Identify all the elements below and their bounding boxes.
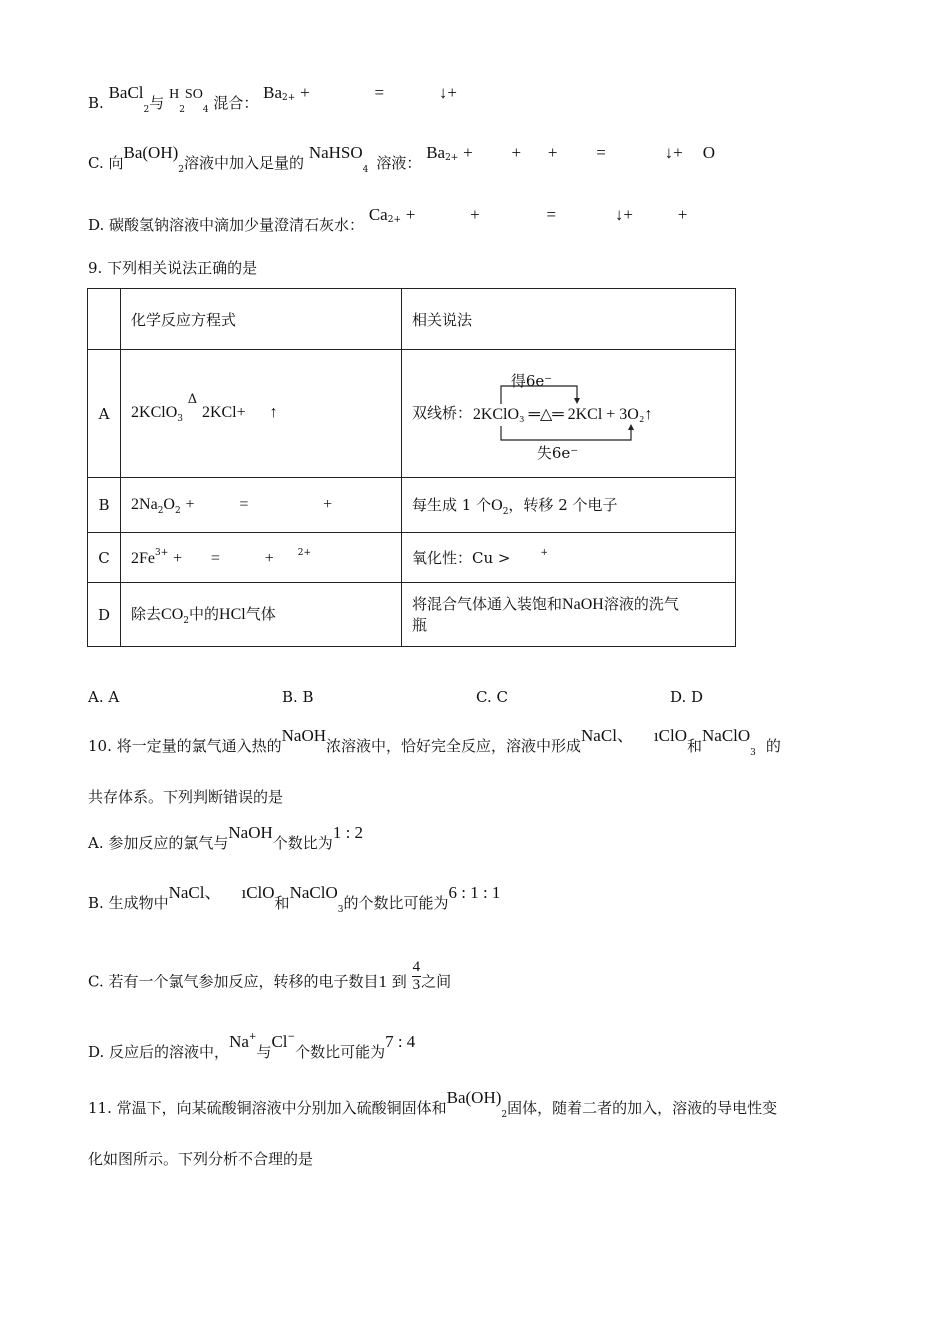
q10-option-a: A. 参加反应的氯气与NaOH个数比为1 : 2 — [88, 823, 364, 852]
q9-table — [87, 288, 736, 647]
table-row: B $2Na_2O_2$ + = + 每生成 1 个$O_2$，转移 2 个电子 — [88, 478, 736, 533]
table-header-row — [88, 289, 736, 350]
header-equation: 化学反应方程式 — [121, 289, 402, 350]
q10-stem-line2: 共存体系。下列判断错误的是 — [88, 788, 284, 806]
q9-option-b: B. B — [282, 688, 314, 706]
q8-option-d: D. 碳酸氢钠溶液中滴加少量澄清石灰水： $Ca^{2+}$ + + = ↓+ + — [88, 205, 688, 234]
q10-option-d: D. 反应后的溶液中，Na+与Cl−个数比可能为7 : 4 — [88, 1032, 416, 1061]
q10-option-b: B. 生成物中NaCl、 ıClO和NaClO$_3$的个数比可能为6 : 1 : 1 — [88, 883, 501, 915]
q9-option-c: C. C — [476, 688, 508, 706]
table-row: C $2Fe^{3+}$ + = + $^{2+}$ 氧化性：Cu > + — [88, 533, 736, 583]
q8-option-b: B. BaCl$_2$与 $H_2SO_4$ 混合： $Ba^{2+}$ + = ↓+ — [88, 83, 457, 115]
header-statement: 相关说法 — [402, 289, 736, 350]
q10-option-c: C. 若有一个氯气参加反应，转移的电子数目1 到 $\frac{4}{3}$ 之间 — [88, 959, 452, 993]
table-row: A 2KClO$_3$ Δ 2KCl+ ↑ 双线桥： 得6e⁻ 2KClO₃ ═△═ 2KCl + 3O₂↑ 失6e⁻ — [88, 350, 736, 478]
table-row: D 除去$CO_2$中的HCl气体 将混合气体通入装饱和NaOH溶液的洗气 瓶 — [88, 583, 736, 647]
q8-option-c: C. 向$Ba(OH)_2$溶液中加入足量的 NaHSO$_4$ 溶液： $Ba^{2+}$ + + + = ↓+ O — [88, 143, 716, 175]
bridge-arrows — [477, 364, 657, 464]
double-line-bridge-diagram: 得6e⁻ 2KClO₃ ═△═ 2KCl + 3O₂↑ 失6e⁻ — [477, 364, 657, 464]
q9-option-d: D. D — [670, 688, 704, 706]
q10-stem-line1: 10. 将一定量的氯气通入热的NaOH浓溶液中，恰好完全反应，溶液中形成NaCl、 ıClO和NaClO$_3$ 的 — [88, 726, 781, 758]
q11-stem-line2: 化如图所示。下列分析不合理的是 — [88, 1150, 314, 1168]
q9-stem: 9. 下列相关说法正确的是 — [88, 259, 258, 277]
q9-option-a: A. A — [88, 688, 120, 706]
fraction-four-thirds: $\frac{4}{3}$ — [412, 959, 421, 993]
q11-stem-line1: 11. 常温下，向某硫酸铜溶液中分别加入硫酸铜固体和$Ba(OH)_2$固体，随着二者的加入，溶液的导电性变 — [88, 1088, 778, 1120]
